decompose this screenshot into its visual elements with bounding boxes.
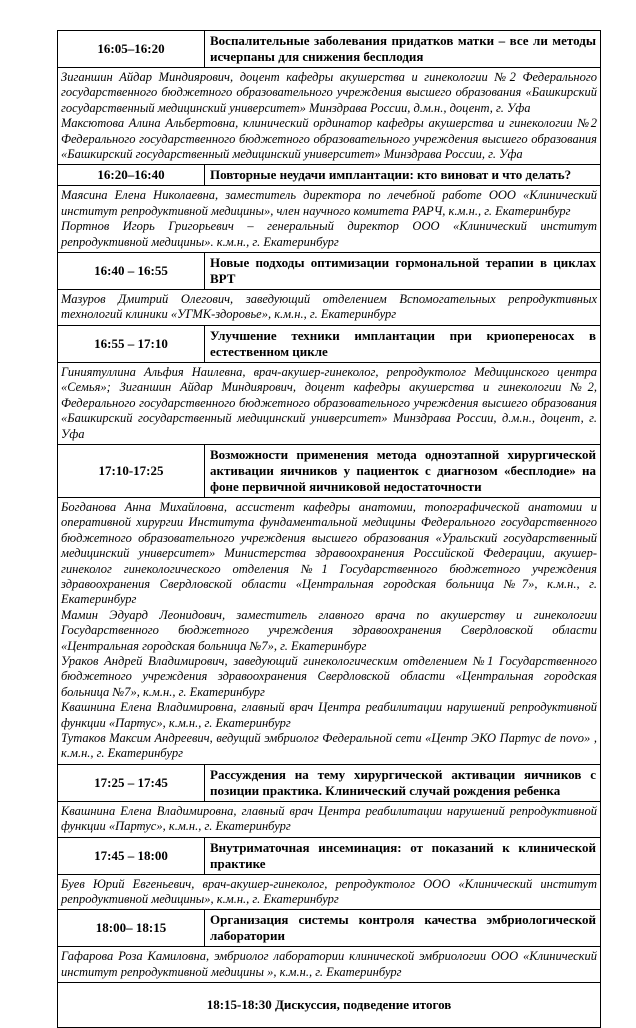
session-speakers-row <box>58 362 601 444</box>
session-header-row <box>58 253 601 290</box>
session-speakers-row <box>58 874 601 910</box>
session-title: Новые подходы оптимизации гормональной терапии в циклах ВРТ <box>205 253 601 290</box>
speaker-entry: Портнов Игорь Григорьевич – генеральный директор ООО «Клинический институт репродуктивной медицины». к.м.н., г. Екатеринбург <box>61 219 597 249</box>
session-speakers <box>58 947 601 983</box>
session-speakers-row <box>58 497 601 764</box>
session-speakers <box>58 497 601 764</box>
session-header-row <box>58 165 601 186</box>
session-speakers-row <box>58 947 601 983</box>
speaker-entry: Квашнина Елена Владимировна, главный врач Центра реабилитации нарушений репродуктивной функции «Партус», к.м.н., г. Екатеринбург <box>61 803 597 834</box>
session-title: Повторные неудачи имплантации: кто виноват и что делать? <box>205 165 601 186</box>
session-time: 17:25 – 17:45 <box>58 764 205 801</box>
speaker-entry: Мазуров Дмитрий Олегович, заведующий отделением Вспомогательных репродуктивных технологий клиники «УГМК-здоровье», к.м.н., г. Екатеринбург <box>61 292 597 322</box>
session-title: Рассуждения на тему хирургической активации яичников с позиции практика. Клинический случай рождения ребенка <box>205 764 601 801</box>
session-title: Воспалительные заболевания придатков матки – все ли методы исчерпаны для снижения бесплодия <box>205 31 601 68</box>
closing-row <box>58 983 601 1028</box>
session-header-row <box>58 444 601 497</box>
program-table <box>57 30 601 1028</box>
session-speakers-row <box>58 801 601 837</box>
session-speakers <box>58 801 601 837</box>
session-title: Внутриматочная инсеминация: от показаний к клинической практике <box>205 837 601 874</box>
session-header-row <box>58 910 601 947</box>
speaker-entry: Ураков Андрей Владимирович, заведующий гинекологическим отделением №1 Государственного бюджетного учреждения здравоохранения Свердловской области «Центральная городская больница №7», к.м.н., г. Екатеринбург <box>61 653 597 699</box>
speaker-entry: Тутаков Максим Андреевич, ведущий эмбриолог Федеральной сети «Центр ЭКО Партус de novo» , к.м.н., г. Екатеринбург <box>61 731 597 761</box>
session-time: 17:10-17:25 <box>58 444 205 497</box>
speaker-entry: Максютова Алина Альбертовна, клинический ординатор кафедры акушерства и гинекологии №2 Федерального государственного бюджетного образовательного учреждения высшего образования «Башкирский государственный медицинский университет» Минздрава России, г. Уфа <box>61 116 597 162</box>
speaker-entry: Маясина Елена Николаевна, заместитель директора по лечебной работе ООО «Клинический институт репродуктивной медицины», член научного комитета РАРЧ, к.м.н., г. Екатеринбург <box>61 188 597 218</box>
session-speakers <box>58 874 601 910</box>
speaker-entry: Гиниятуллина Альфия Наилевна, врач-акушер-гинеколог, репродуктолог Медицинского центра «Семья»; Зиганшин Айдар Миндиярович, доцент кафедры акушерства и гинекологии №2, Федерального государственного бюджетного образовательного учреждения высшего образования «Башкирский государственный медицинский университет» Минздрава России, д.м.н., доцент, г. Уфа <box>61 364 597 441</box>
session-header-row <box>58 31 601 68</box>
speaker-entry: Зиганшин Айдар Миндиярович, доцент кафедры акушерства и гинекологии №2 Федерального государственного бюджетного образовательного учреждения высшего образования «Башкирский государственный медицинский университет» Минздрава России, д.м.н., доцент, г. Уфа <box>61 70 597 115</box>
session-header-row <box>58 837 601 874</box>
closing-note: 18:15-18:30 Дискуссия, подведение итогов <box>58 983 601 1028</box>
session-time: 16:55 – 17:10 <box>58 325 205 362</box>
session-time: 16:05–16:20 <box>58 31 205 68</box>
speaker-entry: Гафарова Роза Камиловна, эмбриолог лаборатории клинической эмбриологии ООО «Клинический институт репродуктивной медицины », к.м.н., г. Екатеринбург <box>61 949 597 979</box>
session-speakers <box>58 362 601 444</box>
session-title: Возможности применения метода одноэтапной хирургической активации яичников у пациенток с диагнозом «бесплодие» на фоне первичной яичниковой недостаточности <box>205 444 601 497</box>
session-speakers-row <box>58 186 601 253</box>
session-time: 17:45 – 18:00 <box>58 837 205 874</box>
session-header-row <box>58 764 601 801</box>
session-time: 16:20–16:40 <box>58 165 205 186</box>
session-speakers-row <box>58 290 601 326</box>
session-header-row <box>58 325 601 362</box>
session-speakers <box>58 290 601 326</box>
session-title: Организация системы контроля качества эмбриологической лаборатории <box>205 910 601 947</box>
session-speakers <box>58 186 601 253</box>
speaker-entry: Богданова Анна Михайловна, ассистент кафедры анатомии, топографической анатомии и оперативной хирургии Института фундаментальной медицины Федерального государственного бюджетного образовательного учреждения высшего образования «Уральский государственный медицинский университет» Министерства здравоохранения Российской Федерации, акушер-гинеколог гинекологического отделения №1 Государственного бюджетного учреждения здравоохранения Свердловской области «Центральная городская больница №7», к.м.н., г. Екатеринбург <box>61 499 597 607</box>
session-title: Улучшение техники имплантации при криопереносах в естественном цикле <box>205 325 601 362</box>
speaker-entry: Квашнина Елена Владимировна, главный врач Центра реабилитации нарушений репродуктивной функции «Партус», к.м.н., г. Екатеринбург <box>61 700 597 730</box>
speaker-entry: Буев Юрий Евгеньевич, врач-акушер-гинеколог, репродуктолог ООО «Клинический институт репродуктивной медицины», к.м.н., г. Екатеринбург <box>61 876 597 907</box>
session-speakers <box>58 68 601 165</box>
speaker-entry: Мамин Эдуард Леонидович, заместитель главного врача по акушерству и гинекологии Государственного бюджетного учреждения здравоохранения Свердловской области «Центральная городская больница №7», г. Екатеринбург <box>61 607 597 653</box>
session-speakers-row <box>58 68 601 165</box>
session-time: 16:40 – 16:55 <box>58 253 205 290</box>
session-time: 18:00– 18:15 <box>58 910 205 947</box>
